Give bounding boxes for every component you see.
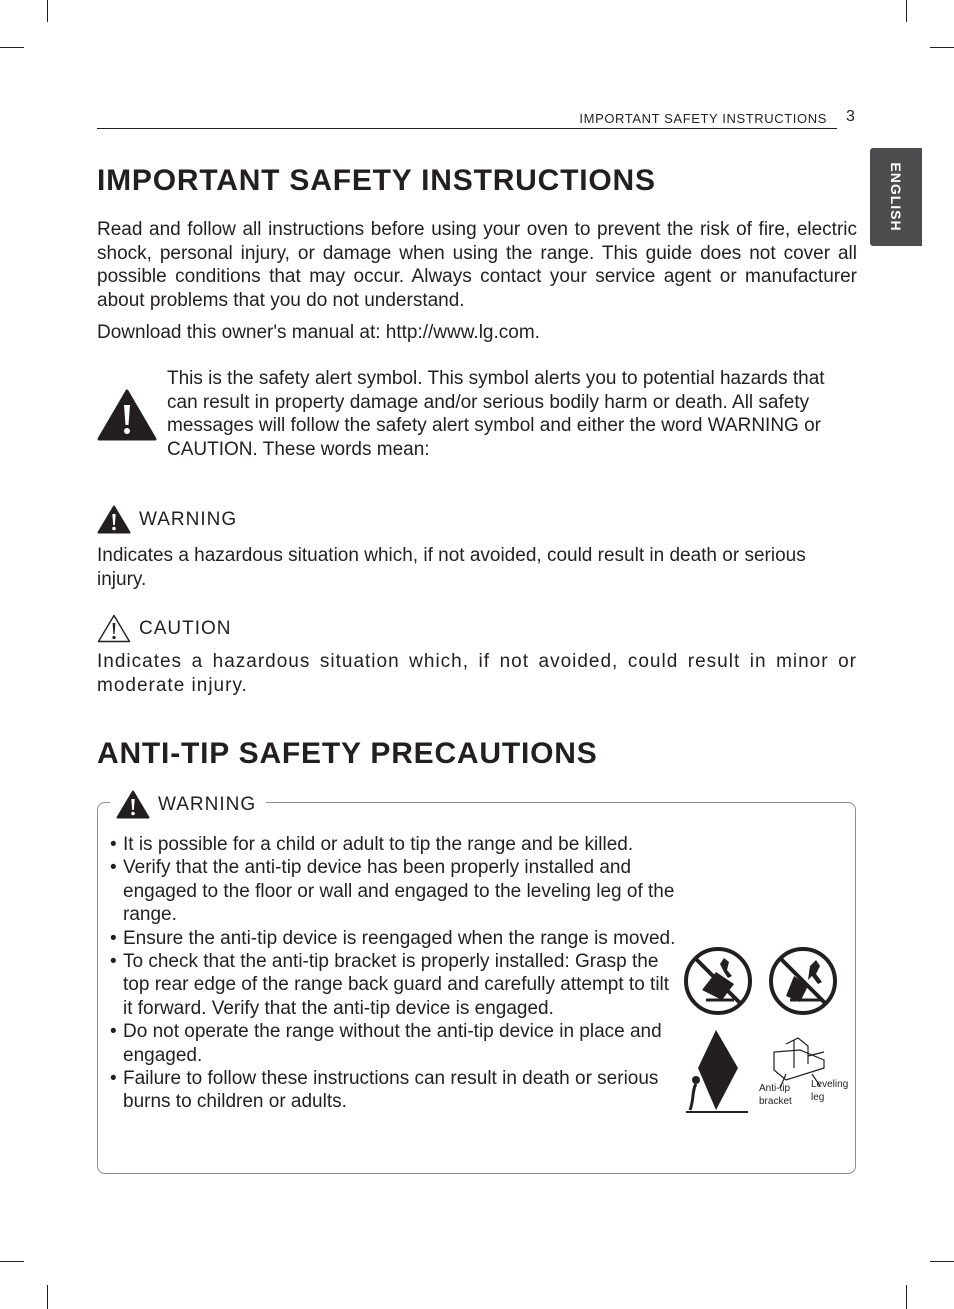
list-item: • Verify that the anti-tip device has been properly installed and engaged to the floor or wall and engaged to the leveling leg of the range.: [110, 856, 680, 926]
warning-icon: [97, 505, 131, 534]
page-title: IMPORTANT SAFETY INSTRUCTIONS: [97, 164, 656, 197]
caution-definition: Indicates a hazardous situation which, if not avoided, could result in minor or moderate injury.: [97, 651, 857, 696]
safety-alert-icon: [97, 389, 157, 441]
crop-mark: [0, 47, 24, 48]
crop-mark: [47, 1285, 48, 1309]
list-item: • To check that the anti-tip bracket is properly installed: Grasp the top rear edge of the range back guard and carefully attempt to tilt it forward. Verify that the anti-tip device is engaged.: [110, 950, 680, 1020]
crop-mark: [906, 0, 907, 22]
anti-tip-warning-label: WARNING: [158, 793, 257, 815]
crop-mark: [0, 1261, 24, 1262]
language-tab: [870, 148, 922, 246]
alert-symbol-text: This is the safety alert symbol. This symbol alerts you to potential hazards that can result in property damage and/or serious bodily harm or death. All safety messages will follow the safety alert symbol and either the word WARNING or CAUTION. These words mean:: [167, 368, 825, 460]
warning-label: WARNING: [139, 508, 238, 530]
list-item: • Failure to follow these instructions can result in death or serious burns to children or adults.: [110, 1067, 680, 1114]
download-paragraph: Download this owner's manual at: http://www.lg.com.: [97, 322, 540, 343]
warning-definition: Indicates a hazardous situation which, if not avoided, could result in death or serious injury.: [97, 545, 806, 590]
crop-mark: [906, 1285, 907, 1309]
caution-icon: [97, 614, 131, 643]
crop-mark: [930, 1261, 954, 1262]
caution-signal: [97, 614, 232, 643]
warning-icon: [116, 790, 150, 819]
anti-tip-bullet-list: [110, 833, 680, 1114]
list-item: • Do not operate the range without the anti-tip device in place and engaged.: [110, 1020, 680, 1067]
language-tab-label: ENGLISH: [888, 162, 904, 232]
page-number: 3: [846, 108, 855, 125]
leveling-leg-label: Leveling leg: [811, 1079, 849, 1103]
anti-tip-warning-signal: [110, 790, 266, 819]
list-item: • Ensure the anti-tip device is reengaged when the range is moved.: [110, 927, 680, 950]
no-climbing-on-oven-door-icon: [686, 949, 750, 1013]
crop-mark: [930, 47, 954, 48]
anti-tip-bracket-label: Anti-tip bracket: [759, 1083, 792, 1107]
no-sitting-on-oven-door-icon: [771, 949, 835, 1013]
header-rule: [97, 128, 837, 129]
crop-mark: [47, 0, 48, 22]
list-item: • It is possible for a child or adult to tip the range and be killed.: [110, 833, 680, 856]
anti-tip-title: ANTI-TIP SAFETY PRECAUTIONS: [97, 737, 598, 770]
tipping-range-icon: [686, 1030, 748, 1112]
running-header-title: IMPORTANT SAFETY INSTRUCTIONS: [579, 111, 827, 126]
intro-paragraph: Read and follow all instructions before using your oven to prevent the risk of fire, electric shock, personal injury, or damage when using the range. This guide does not cover all possible conditions that may occur. Always contact your service agent or manufacturer about problems that you do not understand.: [97, 219, 857, 311]
caution-label: CAUTION: [139, 617, 232, 639]
anti-tip-illustration: [682, 944, 852, 1116]
warning-signal: [97, 505, 237, 534]
